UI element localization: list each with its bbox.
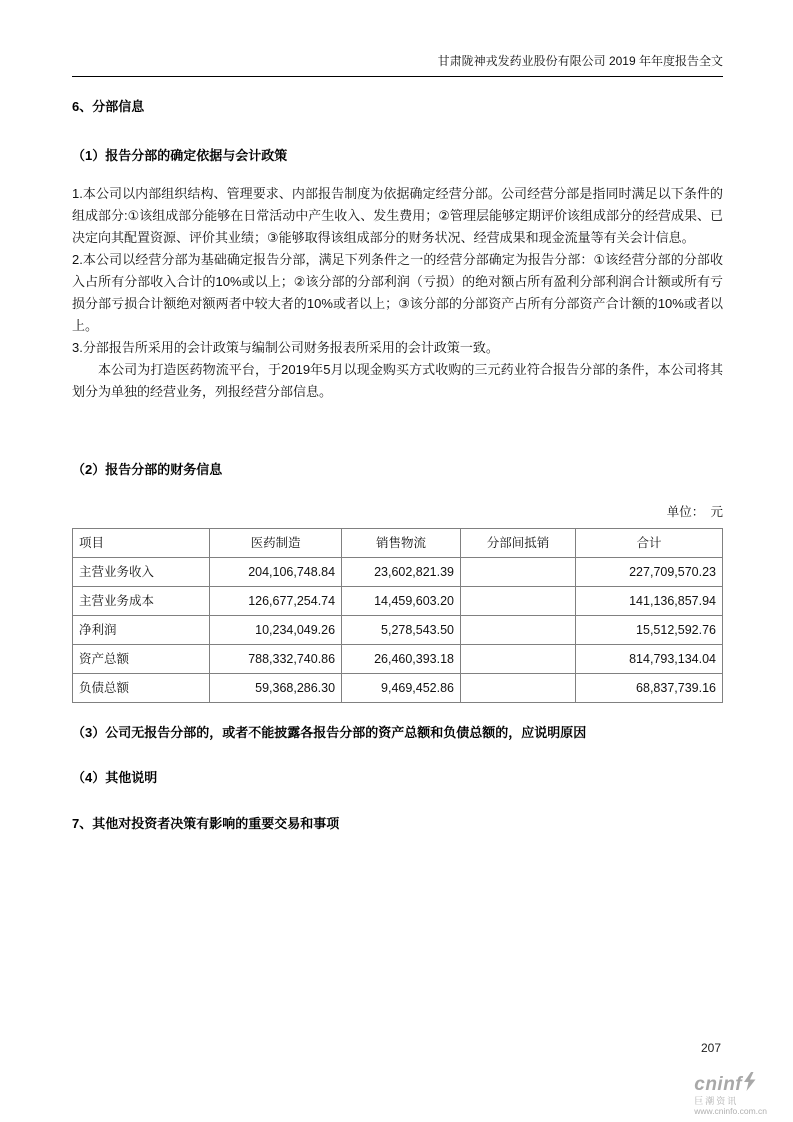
cell-pharma: 788,332,740.86 — [210, 645, 342, 674]
cell-logistics: 23,602,821.39 — [342, 558, 461, 587]
cell-elimination — [461, 674, 576, 703]
table-row — [73, 558, 723, 587]
logo-subtitle: 巨潮资讯 — [694, 1095, 739, 1106]
column-header-pharma: 医药制造 — [210, 529, 342, 558]
unit-label: 单位： 元 — [666, 505, 723, 519]
cell-logistics: 14,459,603.20 — [342, 587, 461, 616]
paragraph-segment-basis-1: 1.本公司以内部组织结构、管理要求、内部报告制度为依据确定经营分部。公司经营分部是指同时满足以下条件的组成部分:①该组成部分能够在日常活动中产生收入、发生费用；②管理层能够定期评价该组成部分的经营成果、已决定向其配置资源、评价其业绩；③能够取得该组成部分的财务状况、经营成果和现金流量等有关会计信息。 — [72, 186, 723, 245]
cell-total: 227,709,570.23 — [576, 558, 723, 587]
page-number: 207 — [700, 1041, 721, 1055]
logo-url: www.cninfo.com.cn — [694, 1106, 767, 1117]
lightning-icon — [743, 1072, 756, 1096]
logo-text: cninf — [694, 1073, 743, 1095]
column-header-elimination: 分部间抵销 — [461, 529, 576, 558]
subsection-4-title: （4）其他说明 — [72, 770, 158, 785]
cell-total: 15,512,592.76 — [576, 616, 723, 645]
document-header-title: 甘肃陇神戎发药业股份有限公司 2019 年年度报告全文 — [72, 52, 723, 77]
cninfo-logo — [694, 1072, 767, 1117]
row-label: 净利润 — [73, 616, 210, 645]
table-row — [73, 587, 723, 616]
table-row — [73, 674, 723, 703]
cell-pharma: 204,106,748.84 — [210, 558, 342, 587]
cell-elimination — [461, 587, 576, 616]
subsection-1-title: （1）报告分部的确定依据与会计政策 — [72, 148, 288, 163]
cell-total: 814,793,134.04 — [576, 645, 723, 674]
document-body — [72, 90, 723, 835]
cell-pharma: 126,677,254.74 — [210, 587, 342, 616]
cell-total: 68,837,739.16 — [576, 674, 723, 703]
table-row — [73, 616, 723, 645]
cell-pharma: 59,368,286.30 — [210, 674, 342, 703]
table-row — [73, 645, 723, 674]
row-label: 主营业务成本 — [73, 587, 210, 616]
cell-logistics: 26,460,393.18 — [342, 645, 461, 674]
row-label: 负债总额 — [73, 674, 210, 703]
paragraph-acquisition-note: 本公司为打造医药物流平台，于2019年5月以现金购买方式收购的三元药业符合报告分部的条件，本公司将其划分为单独的经营业务，列报经营分部信息。 — [72, 362, 723, 399]
row-label: 资产总额 — [73, 645, 210, 674]
cell-pharma: 10,234,049.26 — [210, 616, 342, 645]
cell-elimination — [461, 645, 576, 674]
section-6-title: 6、分部信息 — [72, 99, 145, 114]
subsection-2-title: （2）报告分部的财务信息 — [72, 462, 223, 477]
column-header-logistics: 销售物流 — [342, 529, 461, 558]
column-header-item: 项目 — [73, 529, 210, 558]
subsection-3-title: （3）公司无报告分部的，或者不能披露各报告分部的资产总额和负债总额的，应说明原因 — [72, 725, 587, 740]
cell-elimination — [461, 558, 576, 587]
table-header-row — [73, 529, 723, 558]
cell-elimination — [461, 616, 576, 645]
section-7-title: 7、其他对投资者决策有影响的重要交易和事项 — [72, 816, 340, 831]
row-label: 主营业务收入 — [73, 558, 210, 587]
cell-logistics: 9,469,452.86 — [342, 674, 461, 703]
column-header-total: 合计 — [576, 529, 723, 558]
logo-wordmark — [694, 1072, 767, 1096]
cell-logistics: 5,278,543.50 — [342, 616, 461, 645]
cell-total: 141,136,857.94 — [576, 587, 723, 616]
paragraph-segment-basis-3: 3.分部报告所采用的会计政策与编制公司财务报表所采用的会计政策一致。 — [72, 340, 499, 355]
paragraph-segment-basis-2: 2.本公司以经营分部为基础确定报告分部，满足下列条件之一的经营分部确定为报告分部：①该经营分部的分部收入占所有分部收入合计的10%或以上；②该分部的分部利润（亏损）的绝对额占所有盈利分部利润合计额或所有亏损分部亏损合计额绝对额两者中较大者的10%或者以上；③该分部的分部资产占所有分部资产合计额的10%或者以上。 — [72, 252, 723, 333]
segment-financial-table — [72, 528, 723, 703]
